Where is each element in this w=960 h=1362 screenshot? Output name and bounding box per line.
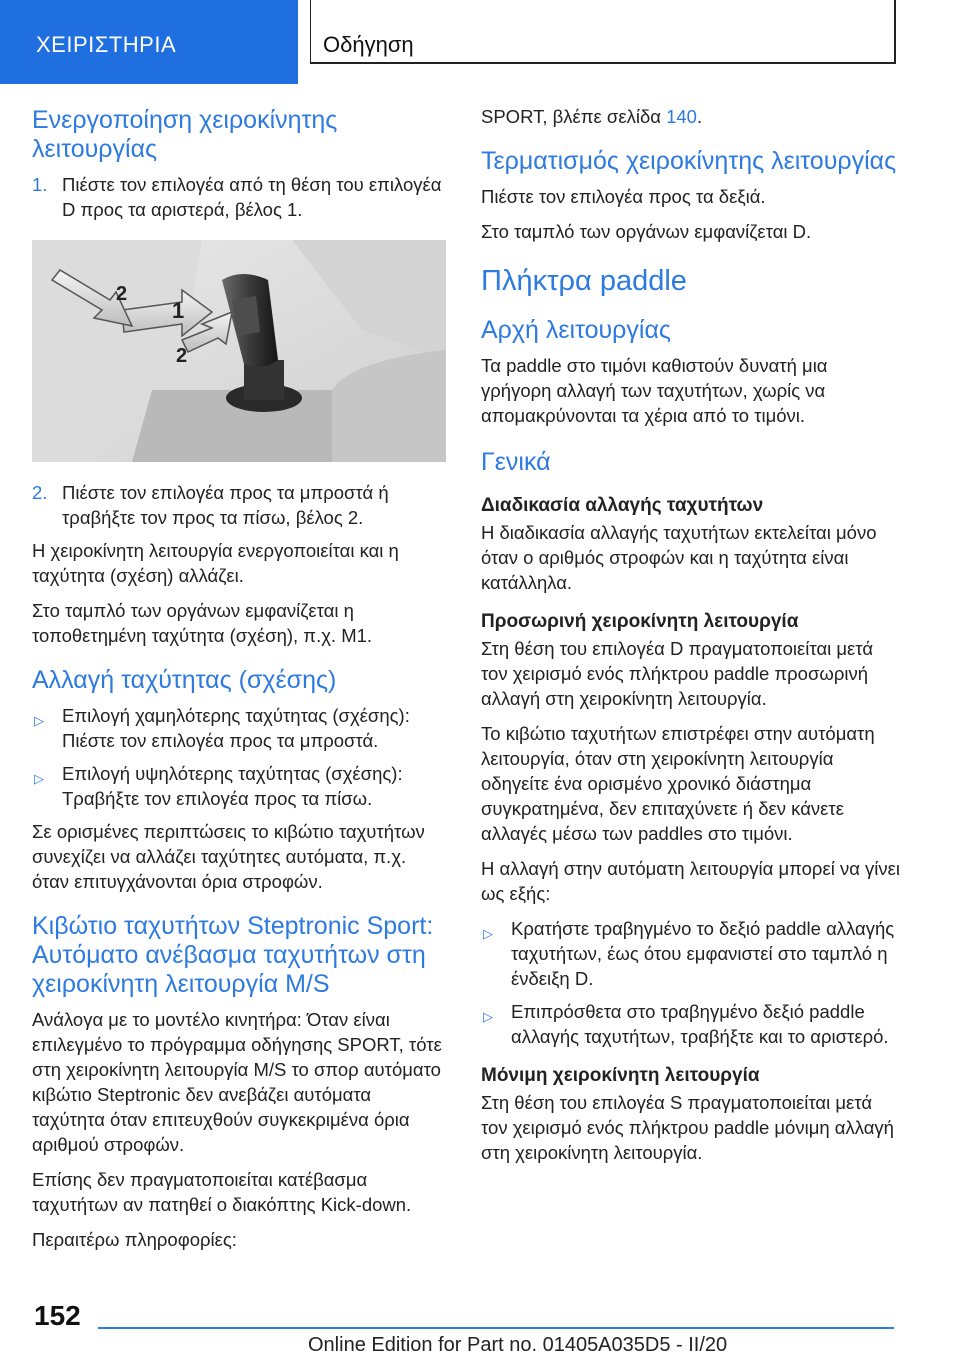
paragraph: Η αλλαγή στην αυτόματη λειτουργία μπορεί να γίνει ως εξής: xyxy=(481,858,900,904)
bullet-item xyxy=(32,761,446,811)
paragraph: Ανάλογα με το μοντέλο κινητήρα: Όταν είναι επιλεγμένο το πρόγραμμα οδήγησης SPORT, τότε στη χειροκίνητη λειτουργία M/S το σπορ αυτόματο κιβώτιο Steptronic δεν ανεβάζει αυτόματα ταχύτητα όταν επιτευχθούν συγκεκριμένα όρια αριθμού στροφών. xyxy=(32,1009,442,1155)
paragraph-reference xyxy=(481,104,901,129)
heading-general: Γενικά xyxy=(481,448,551,476)
arrow-2-label-bottom: 2 xyxy=(176,345,188,367)
bullet-item xyxy=(481,916,901,991)
subheading-procedure: Διαδικασία αλλαγής ταχυτήτων xyxy=(481,495,764,516)
section-tab: ΧΕΙΡΙΣΤΗΡΙΑ xyxy=(0,0,298,84)
step-number: 2. xyxy=(32,482,48,503)
page-number: 152 xyxy=(34,1300,81,1331)
bullet-item xyxy=(481,999,901,1049)
arrow-1-label: 1 xyxy=(172,298,185,323)
paragraph: Στο ταμπλό των οργάνων εμφανίζεται η τοποθετημένη ταχύτητα (σχέση), π.χ. M1. xyxy=(32,600,373,646)
paragraph: Σε ορισμένες περιπτώσεις το κιβώτιο ταχυτήτων συνεχίζει να αλλάζει ταχύτητες αυτόματα, π.χ. όταν επιτυγχάνονται όρια στροφών. xyxy=(32,821,425,892)
step-2 xyxy=(32,480,446,530)
bullet-text: Επιπρόσθετα στο τραβηγμένο δεξιό paddle αλλαγής ταχυτήτων, τραβήξτε και το αριστερό. xyxy=(511,1001,889,1047)
heading-steptronic: Κιβώτιο ταχυτήτων Steptronic Sport: Αυτόματο ανέβασμα ταχυτήτων στη χειροκίνητη λειτουργία M/S xyxy=(32,912,434,998)
paragraph: Η χειροκίνητη λειτουργία ενεργοποιείται και η ταχύτητα (σχέση) αλλάζει. xyxy=(32,540,399,586)
reference-text: SPORT, βλέπε σελίδα xyxy=(481,106,667,127)
paragraph: Η διαδικασία αλλαγής ταχυτήτων εκτελείται μόνο όταν ο αριθμός στροφών και η ταχύτητα είναι κατάλληλα. xyxy=(481,522,877,593)
triangle-bullet-icon: ▷ xyxy=(483,1009,493,1024)
paragraph: Επίσης δεν πραγματοποιείται κατέβασμα ταχυτήτων αν πατηθεί ο διακόπτης Kick-down. xyxy=(32,1169,412,1215)
reference-end: . xyxy=(696,106,703,127)
heading-end-manual: Τερματισμός χειροκίνητης λειτουργίας xyxy=(481,147,897,175)
bullet-text: Επιλογή υψηλότερης ταχύτητας (σχέσης): Τραβήξτε τον επιλογέα προς τα πίσω. xyxy=(62,763,403,809)
heading-gear-change: Αλλαγή ταχύτητας (σχέσης) xyxy=(32,666,337,694)
triangle-bullet-icon: ▷ xyxy=(483,926,493,941)
page-reference-link[interactable]: 140 xyxy=(666,106,697,127)
bullet-item xyxy=(32,703,446,753)
step-number: 1. xyxy=(32,174,48,195)
heading-principle: Αρχή λειτουργίας xyxy=(481,316,671,344)
paragraph: Στη θέση του επιλογέα D πραγματοποιείται μετά τον χειρισμό ενός πλήκτρου paddle προσωρινή αλλαγή στη χειροκίνητη λειτουργία. xyxy=(481,638,874,709)
left-column xyxy=(32,106,446,1262)
paragraph: Το κιβώτιο ταχυτήτων επιστρέφει στην αυτόματη λειτουργία, όταν στη χειροκίνητη λειτουργία οδηγείτε ένα ορισμένο χρονικό διάστημα συγκρατημένα, δεν επιταχύνετε ή δεν κάνετε αλλαγές μέσω των paddles στο τιμόνι. xyxy=(481,723,875,844)
right-column xyxy=(481,104,901,1175)
paragraph: Τα paddle στο τιμόνι καθιστούν δυνατή μια γρήγορη αλλαγή των ταχυτήτων, χωρίς να απομακρύνονται τα χέρια από το τιμόνι. xyxy=(481,355,828,426)
subheading-permanent: Μόνιμη χειροκίνητη λειτουργία xyxy=(481,1065,760,1086)
triangle-bullet-icon: ▷ xyxy=(34,771,44,786)
gear-selector-figure xyxy=(32,240,446,462)
paragraph: Πιέστε τον επιλογέα προς τα δεξιά. xyxy=(481,186,766,207)
bullet-text: Επιλογή χαμηλότερης ταχύτητας (σχέσης): Πιέστε τον επιλογέα προς τα μπροστά. xyxy=(62,705,410,751)
footer-divider xyxy=(98,1327,894,1329)
step-text: Πιέστε τον επιλογέα προς τα μπροστά ή τραβήξτε τον προς τα πίσω, βέλος 2. xyxy=(62,482,389,528)
triangle-bullet-icon: ▷ xyxy=(34,713,44,728)
step-text: Πιέστε τον επιλογέα από τη θέση του επιλογέα D προς τα αριστερά, βέλος 1. xyxy=(62,174,442,220)
heading-paddle: Πλήκτρα paddle xyxy=(481,265,687,297)
footer-edition: Online Edition for Part no. 01405A035D5 - II/20 xyxy=(308,1334,728,1356)
paragraph: Στο ταμπλό των οργάνων εμφανίζεται D. xyxy=(481,221,812,242)
heading-activation: Ενεργοποίηση χειροκίνητης λειτουργίας xyxy=(32,106,338,163)
step-1 xyxy=(32,172,446,222)
paragraph: Στη θέση του επιλογέα S πραγματοποιείται μετά τον χειρισμό ενός πλήκτρου paddle μόνιμη αλλαγή στη χειροκίνητη λειτουργία. xyxy=(481,1092,894,1163)
arrow-2-label-top: 2 xyxy=(116,283,128,305)
paragraph: Περαιτέρω πληροφορίες: xyxy=(32,1229,237,1250)
subheading-temporary: Προσωρινή χειροκίνητη λειτουργία xyxy=(481,611,799,632)
gear-selector-illustration xyxy=(32,240,446,462)
chapter-title: Οδήγηση xyxy=(310,0,896,64)
bullet-text: Κρατήστε τραβηγμένο το δεξιό paddle αλλαγής ταχυτήτων, έως ότου εμφανιστεί στο ταμπλό η ένδειξη D. xyxy=(511,918,895,989)
